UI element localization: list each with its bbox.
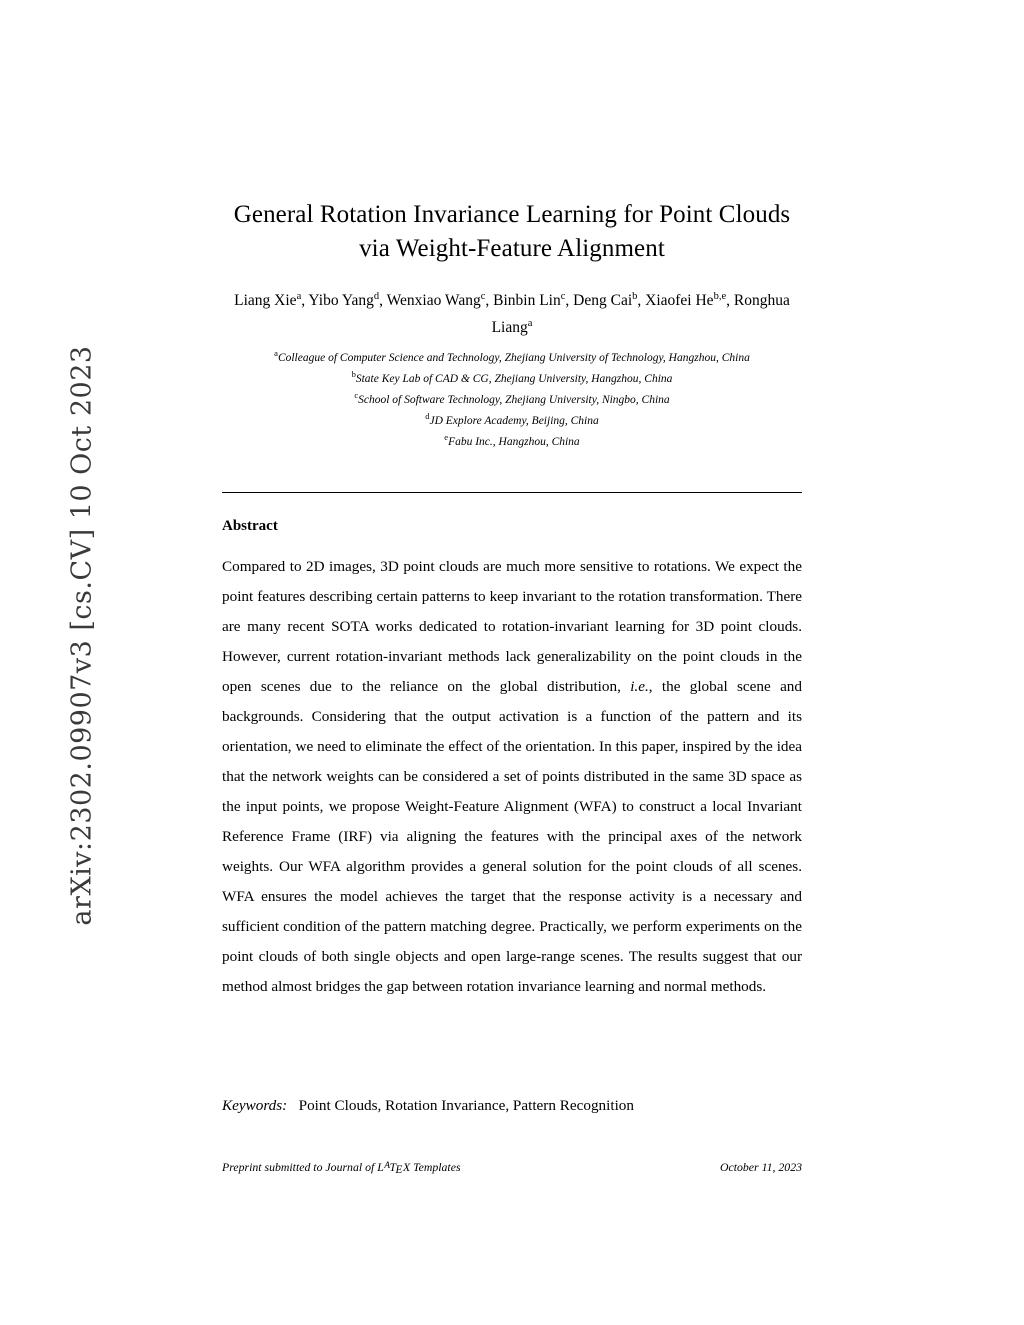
affiliation-marker: b [351,369,356,380]
affiliation-item [222,429,802,450]
author-separator: , [379,292,387,310]
author-affiliation-marker: b,e [713,291,727,302]
affiliation-text: Colleague of Computer Science and Technology, Zhejiang University of Technology, Hangzhou, China [277,351,750,364]
author-affiliation-marker: a [296,291,302,302]
author-separator: , [726,292,734,310]
affiliation-marker: d [425,411,430,422]
author-affiliation-marker: b [632,291,638,302]
affiliation-list [222,345,802,450]
author-separator: , [485,292,494,310]
affiliation-item [222,366,802,387]
horizontal-rule [222,492,802,493]
keywords-value: Point Clouds, Rotation Invariance, Pattern Recognition [298,1097,634,1114]
author-name: Xiaofei He$^{b,e}$ [645,291,727,310]
author-separator: , [565,292,574,310]
author-separator: , [637,292,646,310]
footer-left [222,1160,461,1175]
abstract-heading: Abstract [222,518,278,534]
affiliation-item [222,408,802,429]
title-line-1: General Rotation Invariance Learning for Point Clouds [233,201,791,228]
author-name: Wenxiao Wang$^c$ [386,291,486,310]
page-title [222,198,802,266]
title-line-2: via Weight-Feature Alignment [359,235,665,262]
arxiv-stamp: arXiv:2302.09907v3 [cs.CV] 10 Oct 2023 [66,345,98,926]
author-name: Binbin Lin$^c$ [493,291,566,310]
author-affiliation-marker: d [373,291,380,302]
author-affiliation-marker: a [527,318,533,330]
affiliation-text: JD Explore Academy, Beijing, China [429,414,599,427]
keywords [222,1095,802,1117]
author-name: Liang Xie$^a$ [234,291,302,310]
abstract-italic-ie: i.e. [630,678,649,695]
abstract-text-part-2: , the global scene and backgrounds. Considering that the output activation is a function of the pattern and its orientation, we need to eliminate the effect of the orientation. In this paper, inspired by the idea that the network weights can be considered a set of points distributed in the same 3D space as the input points, we propose Weight-Feature Alignment (WFA) to construct a local Invariant Reference Frame (IRF) via aligning the features with the principal axes of the network weights. Our WFA algorithm provides a general solution for the point clouds of all scenes. WFA ensures the model achieves the target that the response activity is a necessary and sufficient condition of the pattern matching degree. Practically, we perform experiments on the point clouds of both single objects and open large-range scenes. The results suggest that our method almost bridges the gap between rotation invariance learning and normal methods. [222,678,802,995]
footer-left-prefix: Preprint submitted to Journal of [222,1160,378,1174]
author-affiliation-marker: c [560,291,566,302]
latex-logo: $L^ATEX$ [377,1160,411,1177]
page-footer [222,1160,802,1175]
author-list [222,285,802,339]
affiliation-item [222,345,802,366]
affiliation-marker: c [354,390,359,401]
affiliation-text: Fabu Inc., Hangzhou, China [448,435,580,448]
affiliation-marker: e [444,432,449,443]
affiliation-item [222,387,802,408]
affiliation-marker: a [274,348,278,358]
author-affiliation-marker: c [480,291,486,302]
author-separator: , [301,292,309,310]
affiliation-text: State Key Lab of CAD & CG, Zhejiang University, Hangzhou, China [355,372,673,385]
affiliation-text: School of Software Technology, Zhejiang University, Ningbo, China [358,393,670,406]
footer-left-suffix: Templates [410,1160,461,1174]
abstract-text-part-1: Compared to 2D images, 3D point clouds are much more sensitive to rotations. We expect the point features describing certain patterns to keep invariant to the rotation transformation. There are many recent SOTA works dedicated to rotation-invariant learning for 3D point clouds. However, current rotation-invariant methods lack generalizability on the point clouds in the open scenes due to the reliance on the global distribution, [222,558,802,695]
abstract-body [222,552,802,1002]
author-name: Ronghua Liang$^a$ [491,292,790,337]
author-name: Yibo Yang$^d$ [308,291,380,310]
author-name: Deng Cai$^b$ [573,291,638,310]
keywords-label: Keywords: [222,1097,288,1114]
footer-date: October 11, 2023 [719,1160,802,1174]
